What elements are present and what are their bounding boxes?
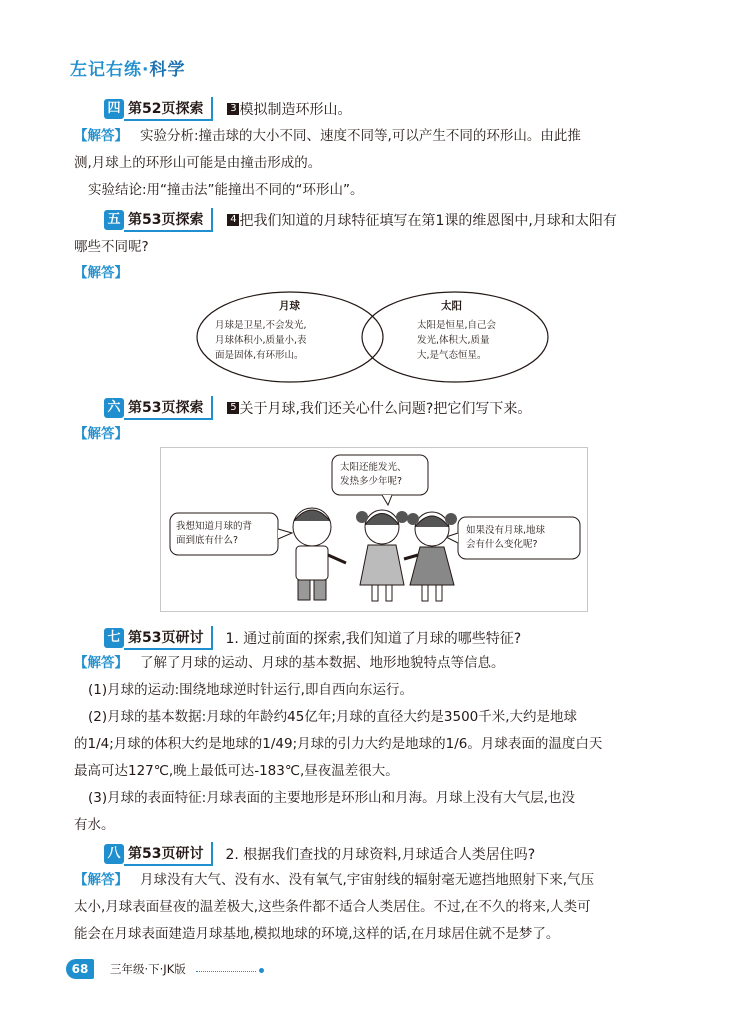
venn-moon-title: 月球 (279, 300, 300, 312)
answer-line: 最高可达127℃,晚上最低可达-183℃,昼夜温差很大。 (74, 763, 399, 779)
brand-title: 左记右练 (70, 60, 142, 80)
question-number: 3 (227, 103, 239, 115)
venn-sun-line: 太阳是恒星,自己会 (417, 320, 497, 331)
venn-sun-text (417, 318, 496, 363)
section-title: 第53页探索 (124, 396, 213, 420)
venn-sun-title: 太阳 (441, 300, 462, 312)
section-badge: 四 (104, 99, 124, 119)
section-badge: 七 (104, 628, 124, 648)
answer-line: 太小,月球表面昼夜的温差极大,这些条件都不适合人类居住。不过,在不久的将来,人类可 (74, 899, 591, 915)
section-title: 第53页研讨 (124, 626, 213, 650)
question-text: 关于月球,我们还关心什么问题?把它们写下来。 (239, 401, 532, 417)
answer-line: 测,月球上的环形山可能是由撞击形成的。 (74, 155, 322, 171)
answer-line: (2)月球的基本数据:月球的年龄约45亿年;月球的直径大约是3500千米,大约是地球 (88, 709, 578, 725)
answer-line: 实验结论:用“撞击法”能撞出不同的“环形山”。 (88, 182, 364, 198)
answer-line (74, 125, 674, 147)
section-4-header (104, 97, 351, 119)
bubble-line: 我想知道月球的背 (176, 521, 253, 532)
answer-line: (3)月球的表面特征:月球表面的主要地形是环形山和月海。月球上没有大气层,也没 (88, 790, 575, 806)
question-text: 把我们知道的月球特征填写在第1课的维恩图中,月球和太阳有 (239, 213, 617, 229)
section-title: 第53页探索 (124, 208, 213, 232)
section-8-header (104, 842, 535, 864)
bubble-line: 发热多少年呢? (340, 476, 403, 487)
answer-text: 了解了月球的运动、月球的基本数据、地形地貌特点等信息。 (140, 655, 505, 671)
question-number: 4 (227, 214, 239, 226)
section-badge: 五 (104, 210, 124, 230)
section-title: 第52页探索 (124, 97, 213, 121)
answer-label: 【解答】 (74, 426, 128, 442)
brand-subject: 科学 (149, 60, 186, 80)
bubble-line: 太阳还能发光、 (340, 462, 407, 473)
bubble-top (340, 461, 407, 489)
section-title: 第53页研讨 (124, 842, 213, 866)
answer-line: 能会在月球表面建造月球基地,模拟地球的环境,这样的话,在月球居住就不是梦了。 (74, 926, 560, 942)
question-text: 模拟制造环形山。 (239, 102, 352, 118)
section-7-header (104, 626, 521, 648)
bubble-left (176, 520, 252, 548)
venn-moon-line: 面是固体,有环形山。 (215, 350, 304, 361)
bubble-line: 会有什么变化呢? (466, 539, 538, 550)
venn-sun-line: 大,是气态恒星。 (417, 350, 487, 361)
answer-text: 实验分析:撞击球的大小不同、速度不同等,可以产生不同的环形山。由此推 (140, 128, 581, 144)
answer-label: 【解答】 (74, 128, 128, 144)
bubble-right (466, 524, 545, 552)
question-text: 1. 通过前面的探索,我们知道了月球的哪些特征? (225, 631, 522, 647)
bubble-line: 面到底有什么? (176, 535, 239, 546)
question-number: 5 (227, 402, 239, 414)
section-5-header (104, 208, 617, 230)
venn-diagram (195, 290, 555, 385)
answer-line (74, 869, 674, 891)
venn-moon-line: 月球体积小,质量小,表 (215, 335, 307, 346)
answer-text: 月球没有大气、没有水、没有氧气,宇宙射线的辐射毫无遮挡地照射下来,气压 (140, 872, 595, 888)
girl-figure (404, 512, 457, 601)
question-continuation: 哪些不同呢? (74, 239, 149, 255)
venn-moon-text (215, 318, 307, 363)
page-number: 68 (66, 959, 94, 979)
brand-header (70, 55, 185, 80)
answer-label: 【解答】 (74, 265, 128, 281)
answer-line (74, 652, 674, 674)
answer-line: 有水。 (74, 817, 115, 833)
section-6-header (104, 396, 531, 418)
brand-separator: · (142, 60, 150, 80)
question-text: 2. 根据我们查找的月球资料,月球适合人类居住吗? (225, 847, 536, 863)
answer-label: 【解答】 (74, 872, 128, 888)
answer-label: 【解答】 (74, 655, 128, 671)
answer-line: (1)月球的运动:围绕地球逆时针运行,即自西向东运行。 (88, 682, 413, 698)
section-badge: 六 (104, 398, 124, 418)
footer-dot (259, 968, 264, 973)
boy-figure (293, 508, 346, 600)
children-illustration (160, 447, 588, 612)
answer-line (74, 262, 674, 284)
footer-divider (196, 971, 256, 972)
section-badge: 八 (104, 844, 124, 864)
answer-line: 的1/4;月球的体积大约是地球的1/49;月球的引力大约是地球的1/6。月球表面的温度白天 (74, 736, 603, 752)
answer-line (74, 423, 674, 445)
girl-figure (356, 510, 408, 601)
bubble-line: 如果没有月球,地球 (466, 525, 546, 536)
grade-label: 三年级·下·JK版 (110, 962, 186, 976)
venn-moon-line: 月球是卫星,不会发光, (215, 320, 307, 331)
venn-sun-line: 发光,体积大,质量 (417, 335, 490, 346)
